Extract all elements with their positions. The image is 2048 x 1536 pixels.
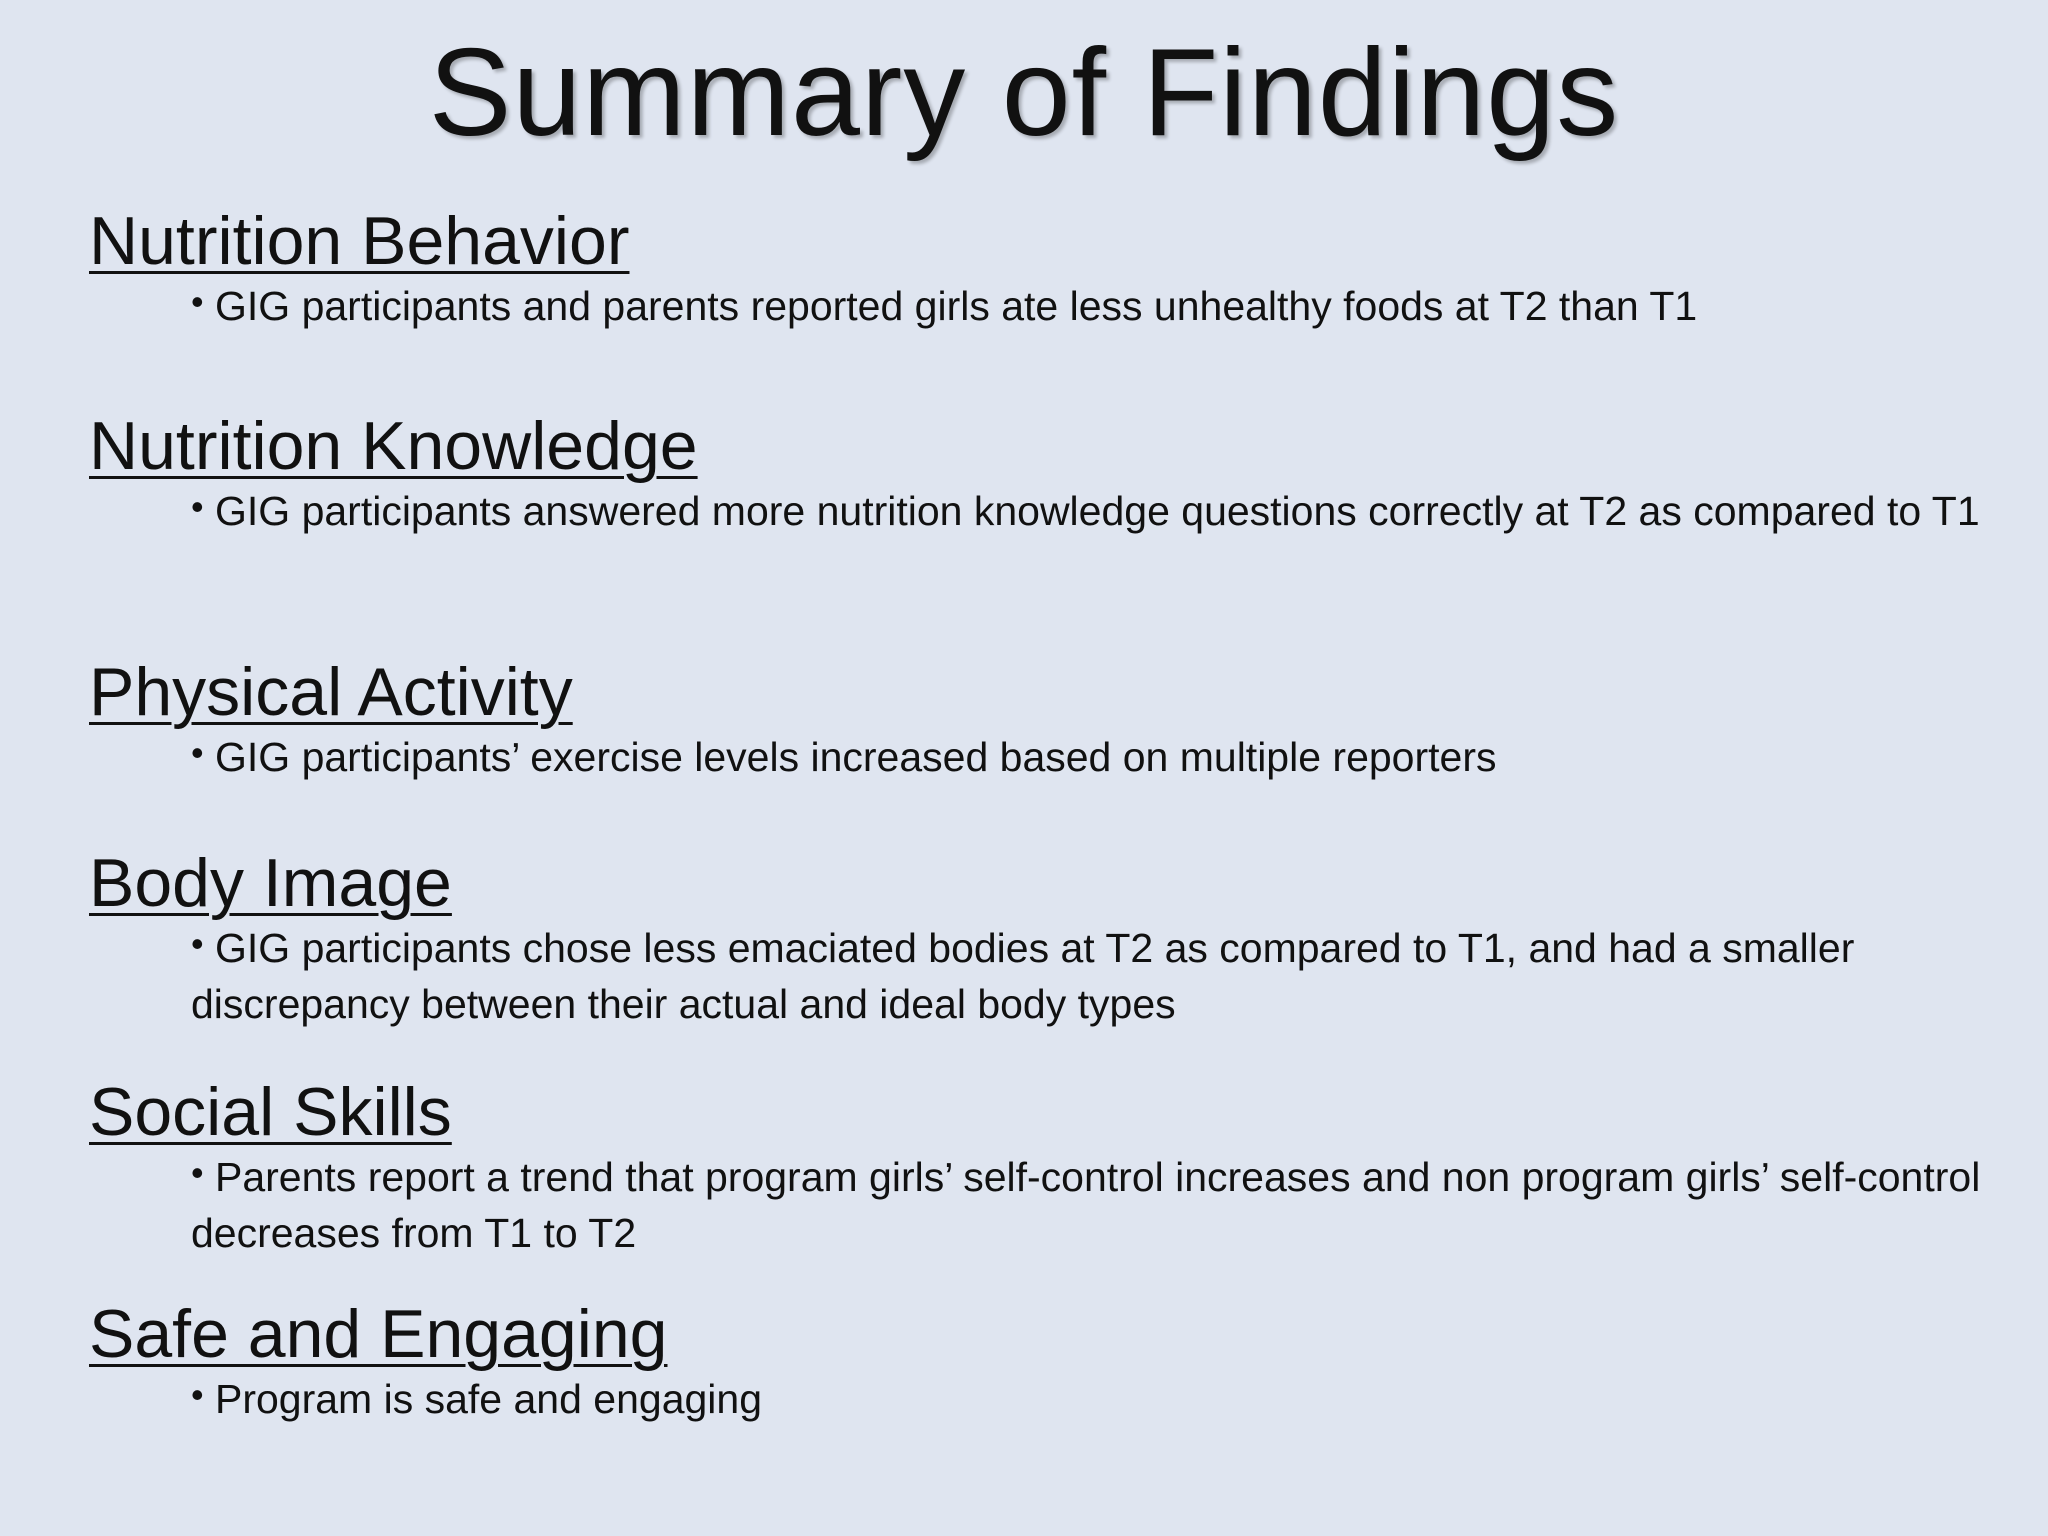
- section-safe-and-engaging: [89, 1296, 1989, 1428]
- bullet-text: GIG participants answered more nutrition knowledge questions correctly at T2 as compared to T1: [203, 488, 1980, 534]
- slide-title: Summary of Findings: [428, 24, 1620, 162]
- bullet-icon: •: [191, 1374, 204, 1415]
- section-nutrition-knowledge: [89, 408, 1989, 540]
- bullet-icon: •: [191, 281, 204, 322]
- section-physical-activity: [89, 654, 1989, 786]
- section-nutrition-behavior: [89, 203, 1989, 335]
- bullet-icon: •: [191, 923, 204, 964]
- section-social-skills: [89, 1074, 1989, 1261]
- bullet-item: [89, 730, 1981, 786]
- section-heading: Physical Activity: [89, 654, 573, 730]
- section-heading: Nutrition Knowledge: [89, 408, 698, 484]
- bullet-item: [89, 1150, 1981, 1261]
- bullet-item: [89, 279, 1981, 335]
- bullet-icon: •: [191, 1152, 204, 1193]
- section-heading: Nutrition Behavior: [89, 203, 630, 279]
- bullet-text: GIG participants and parents reported girls ate less unhealthy foods at T2 than T1: [203, 283, 1698, 329]
- section-heading: Body Image: [89, 845, 452, 921]
- bullet-icon: •: [191, 732, 204, 773]
- bullet-text: Program is safe and engaging: [203, 1376, 763, 1422]
- bullet-text: Parents report a trend that program girls’ self-control increases and non program girls’ self-control decreases from T1 to T2: [191, 1154, 1981, 1256]
- section-heading: Safe and Engaging: [89, 1296, 668, 1372]
- section-body-image: [89, 845, 1989, 1032]
- bullet-text: GIG participants’ exercise levels increased based on multiple reporters: [203, 734, 1497, 780]
- bullet-item: [89, 1372, 1981, 1428]
- bullet-item: [89, 484, 1981, 540]
- bullet-item: [89, 921, 1981, 1032]
- section-heading: Social Skills: [89, 1074, 452, 1150]
- bullet-icon: •: [191, 486, 204, 527]
- bullet-text: GIG participants chose less emaciated bodies at T2 as compared to T1, and had a smaller discrepancy between their actual and ideal body types: [191, 925, 1855, 1027]
